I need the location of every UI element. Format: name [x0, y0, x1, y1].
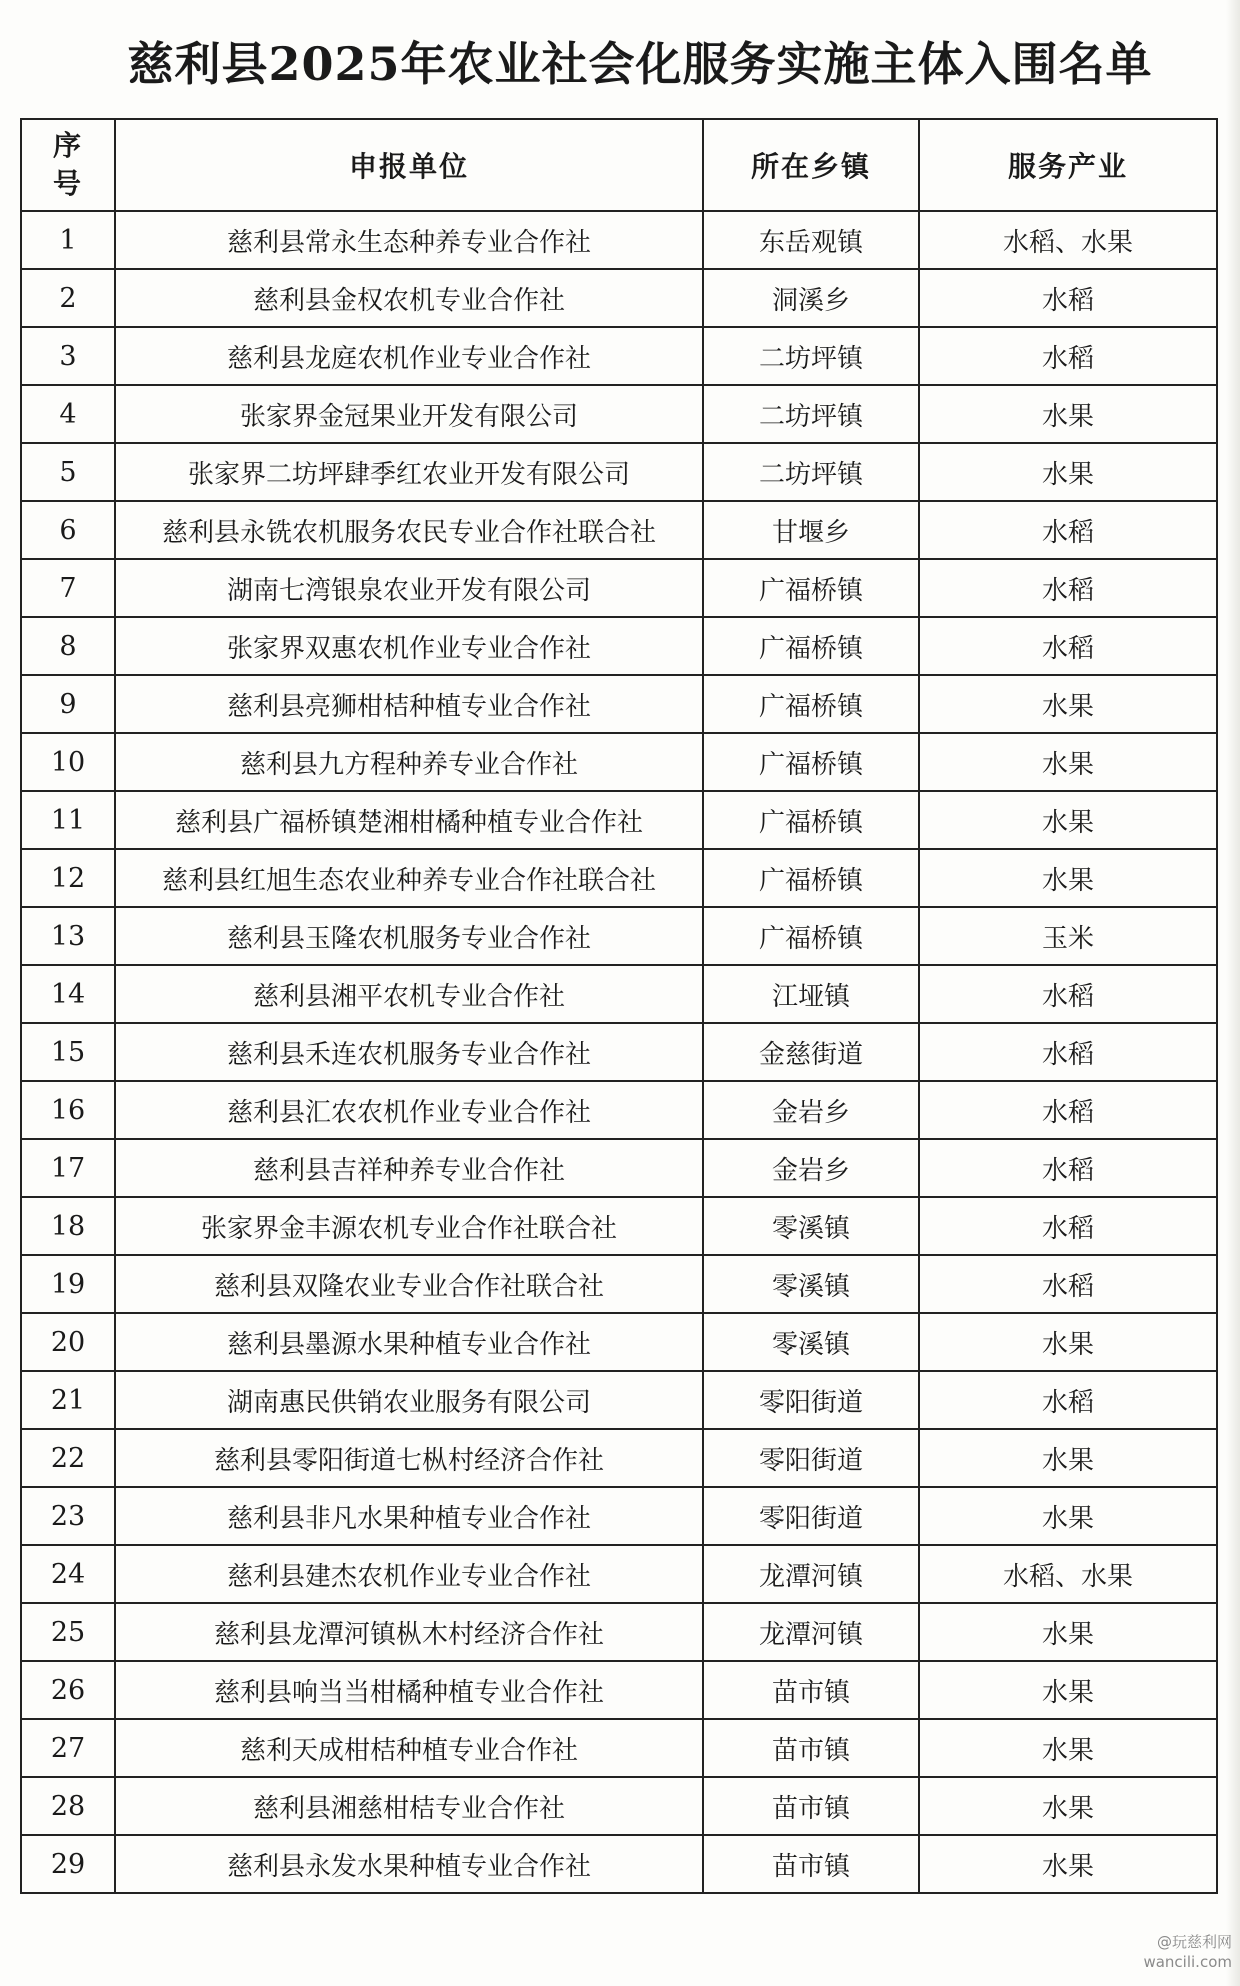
- cell-applicant: 慈利县永铣农机服务农民专业合作社联合社: [115, 501, 703, 559]
- cell-applicant: 慈利县墨源水果种植专业合作社: [115, 1313, 703, 1371]
- table-row: [21, 1603, 1217, 1661]
- cell-seq: 23: [21, 1487, 115, 1545]
- cell-applicant: 慈利县禾连农机服务专业合作社: [115, 1023, 703, 1081]
- table-row: [21, 1661, 1217, 1719]
- cell-applicant: 慈利县龙庭农机作业专业合作社: [115, 327, 703, 385]
- cell-applicant: 慈利县红旭生态农业种养专业合作社联合社: [115, 849, 703, 907]
- cell-town: 龙潭河镇: [703, 1545, 919, 1603]
- cell-industry: 水稻: [919, 617, 1217, 675]
- table-row: [21, 1023, 1217, 1081]
- cell-applicant: 慈利县永发水果种植专业合作社: [115, 1835, 703, 1893]
- cell-town: 零溪镇: [703, 1197, 919, 1255]
- cell-seq: 18: [21, 1197, 115, 1255]
- cell-seq: 17: [21, 1139, 115, 1197]
- cell-seq: 3: [21, 327, 115, 385]
- cell-seq: 6: [21, 501, 115, 559]
- cell-seq: 9: [21, 675, 115, 733]
- cell-town: 广福桥镇: [703, 907, 919, 965]
- cell-town: 零阳街道: [703, 1429, 919, 1487]
- cell-applicant: 慈利县汇农农机作业专业合作社: [115, 1081, 703, 1139]
- cell-town: 金岩乡: [703, 1081, 919, 1139]
- table-row: [21, 559, 1217, 617]
- cell-applicant: 慈利县双隆农业专业合作社联合社: [115, 1255, 703, 1313]
- cell-town: 广福桥镇: [703, 617, 919, 675]
- cell-industry: 水稻: [919, 1081, 1217, 1139]
- header-industry: 服务产业: [919, 119, 1217, 211]
- cell-seq: 15: [21, 1023, 115, 1081]
- cell-town: 苗市镇: [703, 1719, 919, 1777]
- cell-seq: 19: [21, 1255, 115, 1313]
- cell-town: 金岩乡: [703, 1139, 919, 1197]
- cell-seq: 22: [21, 1429, 115, 1487]
- table-row: [21, 1255, 1217, 1313]
- table-row: [21, 443, 1217, 501]
- cell-seq: 20: [21, 1313, 115, 1371]
- cell-seq: 5: [21, 443, 115, 501]
- cell-applicant: 张家界双惠农机作业专业合作社: [115, 617, 703, 675]
- cell-town: 江垭镇: [703, 965, 919, 1023]
- table-row: [21, 907, 1217, 965]
- cell-industry: 水稻: [919, 1371, 1217, 1429]
- cell-applicant: 慈利县响当当柑橘种植专业合作社: [115, 1661, 703, 1719]
- cell-seq: 29: [21, 1835, 115, 1893]
- cell-seq: 10: [21, 733, 115, 791]
- table-row: [21, 1777, 1217, 1835]
- cell-industry: 水果: [919, 1777, 1217, 1835]
- table-row: [21, 733, 1217, 791]
- table-row: [21, 1487, 1217, 1545]
- cell-applicant: 慈利县常永生态种养专业合作社: [115, 211, 703, 269]
- cell-industry: 水果: [919, 675, 1217, 733]
- watermark-line-2: wancili.com: [1143, 1953, 1232, 1971]
- cell-industry: 水稻、水果: [919, 211, 1217, 269]
- table-row: [21, 501, 1217, 559]
- cell-seq: 16: [21, 1081, 115, 1139]
- cell-industry: 水果: [919, 385, 1217, 443]
- cell-industry: 水果: [919, 791, 1217, 849]
- table-row: [21, 849, 1217, 907]
- cell-seq: 27: [21, 1719, 115, 1777]
- table-row: [21, 1835, 1217, 1893]
- table-body: [21, 211, 1217, 1893]
- cell-seq: 4: [21, 385, 115, 443]
- header-seq-label: 序 号: [52, 129, 83, 200]
- header-town: 所在乡镇: [703, 119, 919, 211]
- cell-industry: 水稻: [919, 327, 1217, 385]
- cell-industry: 水稻: [919, 1197, 1217, 1255]
- cell-industry: 水稻: [919, 1255, 1217, 1313]
- header-applicant: 申报单位: [115, 119, 703, 211]
- cell-town: 零溪镇: [703, 1255, 919, 1313]
- cell-seq: 1: [21, 211, 115, 269]
- table-row: [21, 675, 1217, 733]
- cell-applicant: 慈利县零阳街道七枞村经济合作社: [115, 1429, 703, 1487]
- table-row: [21, 211, 1217, 269]
- table-header-row: [21, 119, 1217, 211]
- cell-seq: 26: [21, 1661, 115, 1719]
- cell-industry: 水稻: [919, 965, 1217, 1023]
- cell-applicant: 张家界金丰源农机专业合作社联合社: [115, 1197, 703, 1255]
- table-row: [21, 1371, 1217, 1429]
- cell-applicant: 慈利县亮狮柑桔种植专业合作社: [115, 675, 703, 733]
- cell-industry: 水果: [919, 1835, 1217, 1893]
- cell-town: 龙潭河镇: [703, 1603, 919, 1661]
- cell-town: 苗市镇: [703, 1777, 919, 1835]
- document-title: 慈利县2025年农业社会化服务实施主体入围名单: [127, 37, 1153, 91]
- table-row: [21, 617, 1217, 675]
- table-row: [21, 791, 1217, 849]
- cell-industry: 水果: [919, 1429, 1217, 1487]
- cell-town: 苗市镇: [703, 1661, 919, 1719]
- cell-applicant: 慈利县金权农机专业合作社: [115, 269, 703, 327]
- watermark-line-1: @玩慈利网: [1156, 1933, 1232, 1951]
- table-row: [21, 327, 1217, 385]
- cell-applicant: 慈利天成柑桔种植专业合作社: [115, 1719, 703, 1777]
- cell-industry: 水果: [919, 1603, 1217, 1661]
- cell-town: 广福桥镇: [703, 675, 919, 733]
- table-row: [21, 1719, 1217, 1777]
- cell-town: 二坊坪镇: [703, 443, 919, 501]
- cell-applicant: 慈利县龙潭河镇枞木村经济合作社: [115, 1603, 703, 1661]
- cell-seq: 2: [21, 269, 115, 327]
- cell-industry: 水果: [919, 1719, 1217, 1777]
- cell-applicant: 慈利县湘慈柑桔专业合作社: [115, 1777, 703, 1835]
- cell-applicant: 慈利县非凡水果种植专业合作社: [115, 1487, 703, 1545]
- cell-industry: 水稻、水果: [919, 1545, 1217, 1603]
- cell-applicant: 湖南惠民供销农业服务有限公司: [115, 1371, 703, 1429]
- cell-industry: 水稻: [919, 1139, 1217, 1197]
- cell-town: 金慈街道: [703, 1023, 919, 1081]
- cell-applicant: 张家界二坊坪肆季红农业开发有限公司: [115, 443, 703, 501]
- table-row: [21, 965, 1217, 1023]
- cell-industry: 水果: [919, 1661, 1217, 1719]
- table-row: [21, 1197, 1217, 1255]
- cell-applicant: 慈利县建杰农机作业专业合作社: [115, 1545, 703, 1603]
- cell-applicant: 慈利县广福桥镇楚湘柑橘种植专业合作社: [115, 791, 703, 849]
- cell-town: 广福桥镇: [703, 733, 919, 791]
- cell-industry: 水果: [919, 733, 1217, 791]
- cell-industry: 水果: [919, 849, 1217, 907]
- cell-industry: 水稻: [919, 501, 1217, 559]
- cell-applicant: 慈利县吉祥种养专业合作社: [115, 1139, 703, 1197]
- table-row: [21, 1313, 1217, 1371]
- cell-industry: 水果: [919, 443, 1217, 501]
- cell-town: 苗市镇: [703, 1835, 919, 1893]
- cell-town: 零阳街道: [703, 1487, 919, 1545]
- scan-edge-shadow: [1226, 0, 1240, 1986]
- cell-town: 广福桥镇: [703, 849, 919, 907]
- cell-seq: 7: [21, 559, 115, 617]
- cell-applicant: 慈利县九方程种养专业合作社: [115, 733, 703, 791]
- cell-seq: 21: [21, 1371, 115, 1429]
- site-watermark: [1143, 1932, 1232, 1972]
- cell-applicant: 张家界金冠果业开发有限公司: [115, 385, 703, 443]
- cell-town: 二坊坪镇: [703, 385, 919, 443]
- cell-seq: 25: [21, 1603, 115, 1661]
- cell-town: 二坊坪镇: [703, 327, 919, 385]
- cell-town: 零阳街道: [703, 1371, 919, 1429]
- cell-seq: 12: [21, 849, 115, 907]
- cell-applicant: 慈利县湘平农机专业合作社: [115, 965, 703, 1023]
- header-seq: [21, 119, 115, 211]
- table-row: [21, 1429, 1217, 1487]
- cell-seq: 14: [21, 965, 115, 1023]
- table-row: [21, 1545, 1217, 1603]
- cell-town: 东岳观镇: [703, 211, 919, 269]
- cell-industry: 水果: [919, 1313, 1217, 1371]
- table-row: [21, 1081, 1217, 1139]
- cell-town: 广福桥镇: [703, 791, 919, 849]
- cell-seq: 13: [21, 907, 115, 965]
- cell-town: 洞溪乡: [703, 269, 919, 327]
- table-row: [21, 385, 1217, 443]
- cell-applicant: 湖南七湾银泉农业开发有限公司: [115, 559, 703, 617]
- cell-town: 甘堰乡: [703, 501, 919, 559]
- cell-industry: 水稻: [919, 269, 1217, 327]
- cell-industry: 水稻: [919, 1023, 1217, 1081]
- cell-seq: 11: [21, 791, 115, 849]
- cell-applicant: 慈利县玉隆农机服务专业合作社: [115, 907, 703, 965]
- cell-industry: 水稻: [919, 559, 1217, 617]
- roster-table: [20, 118, 1218, 1894]
- cell-seq: 24: [21, 1545, 115, 1603]
- cell-seq: 28: [21, 1777, 115, 1835]
- table-row: [21, 269, 1217, 327]
- cell-industry: 水果: [919, 1487, 1217, 1545]
- cell-town: 零溪镇: [703, 1313, 919, 1371]
- cell-seq: 8: [21, 617, 115, 675]
- cell-town: 广福桥镇: [703, 559, 919, 617]
- cell-industry: 玉米: [919, 907, 1217, 965]
- table-row: [21, 1139, 1217, 1197]
